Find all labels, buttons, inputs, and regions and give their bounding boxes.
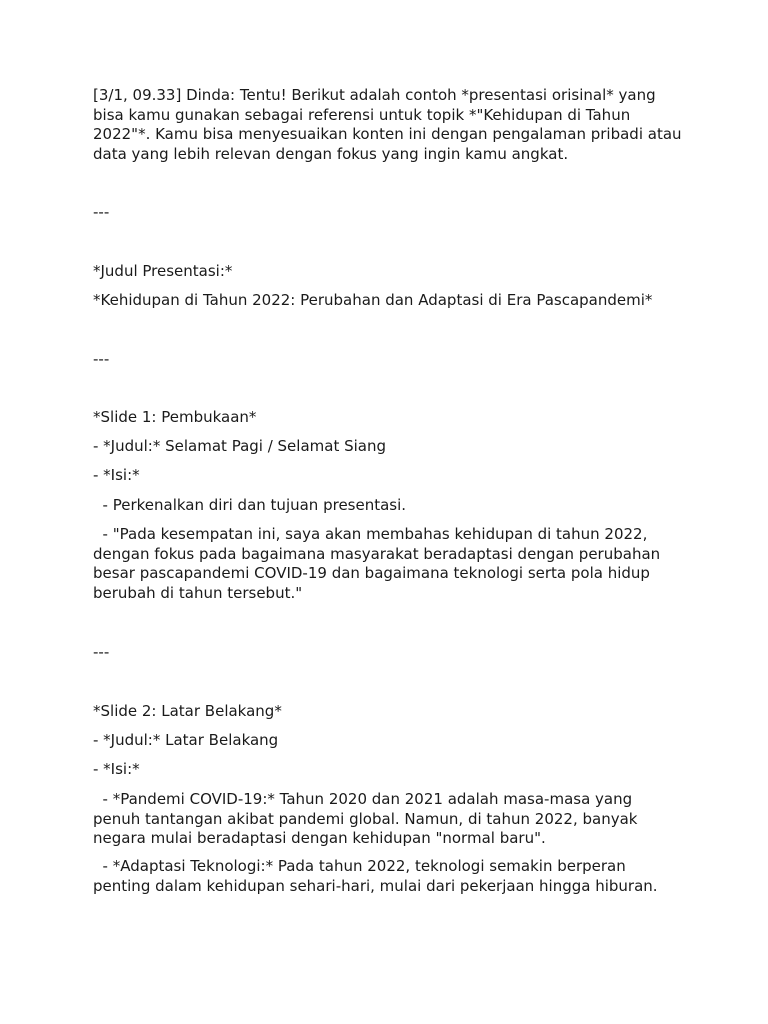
slide2-point-2: - *Adaptasi Teknologi:* Pada tahun 2022, teknologi semakin berperan penting dalam kehidupan sehari-hari, mulai dari pekerjaan hingga hiburan.: [93, 857, 658, 895]
intro-paragraph: [3/1, 09.33] Dinda: Tentu! Berikut adalah contoh *presentasi orisinal* yang bisa kamu gunakan sebagai referensi untuk topik *"Kehidupan di Tahun 2022"*. Kamu bisa menyesuaikan konten ini dengan pengalaman pribadi atau data yang lebih relevan dengan fokus yang ingin kamu angkat.: [93, 86, 687, 163]
slide1-judul: - *Judul:* Selamat Pagi / Selamat Siang: [93, 437, 387, 455]
slide1-heading: *Slide 1: Pembukaan*: [93, 408, 257, 426]
title-label: *Judul Presentasi:*: [93, 262, 233, 280]
slide2-heading: *Slide 2: Latar Belakang*: [93, 702, 282, 720]
separator: ---: [93, 203, 110, 221]
slide1-point-2: - "Pada kesempatan ini, saya akan membahas kehidupan di tahun 2022, dengan fokus pada bagaimana masyarakat beradaptasi dengan perubahan besar pascapandemi COVID-19 dan bagaimana teknologi serta pola hidup berubah di tahun tersebut.": [93, 525, 665, 602]
separator: ---: [93, 643, 110, 661]
separator: ---: [93, 350, 110, 368]
slide1-point-1: - Perkenalkan diri dan tujuan presentasi.: [93, 496, 407, 514]
slide2-judul: - *Judul:* Latar Belakang: [93, 731, 279, 749]
slide2-isi: - *Isi:*: [93, 760, 140, 778]
title-value: *Kehidupan di Tahun 2022: Perubahan dan Adaptasi di Era Pascapandemi*: [93, 291, 653, 309]
slide1-isi: - *Isi:*: [93, 466, 140, 484]
slide2-point-1: - *Pandemi COVID-19:* Tahun 2020 dan 2021 adalah masa-masa yang penuh tantangan akibat pandemi global. Namun, di tahun 2022, banyak negara mulai beradaptasi dengan kehidupan "normal baru".: [93, 790, 643, 847]
